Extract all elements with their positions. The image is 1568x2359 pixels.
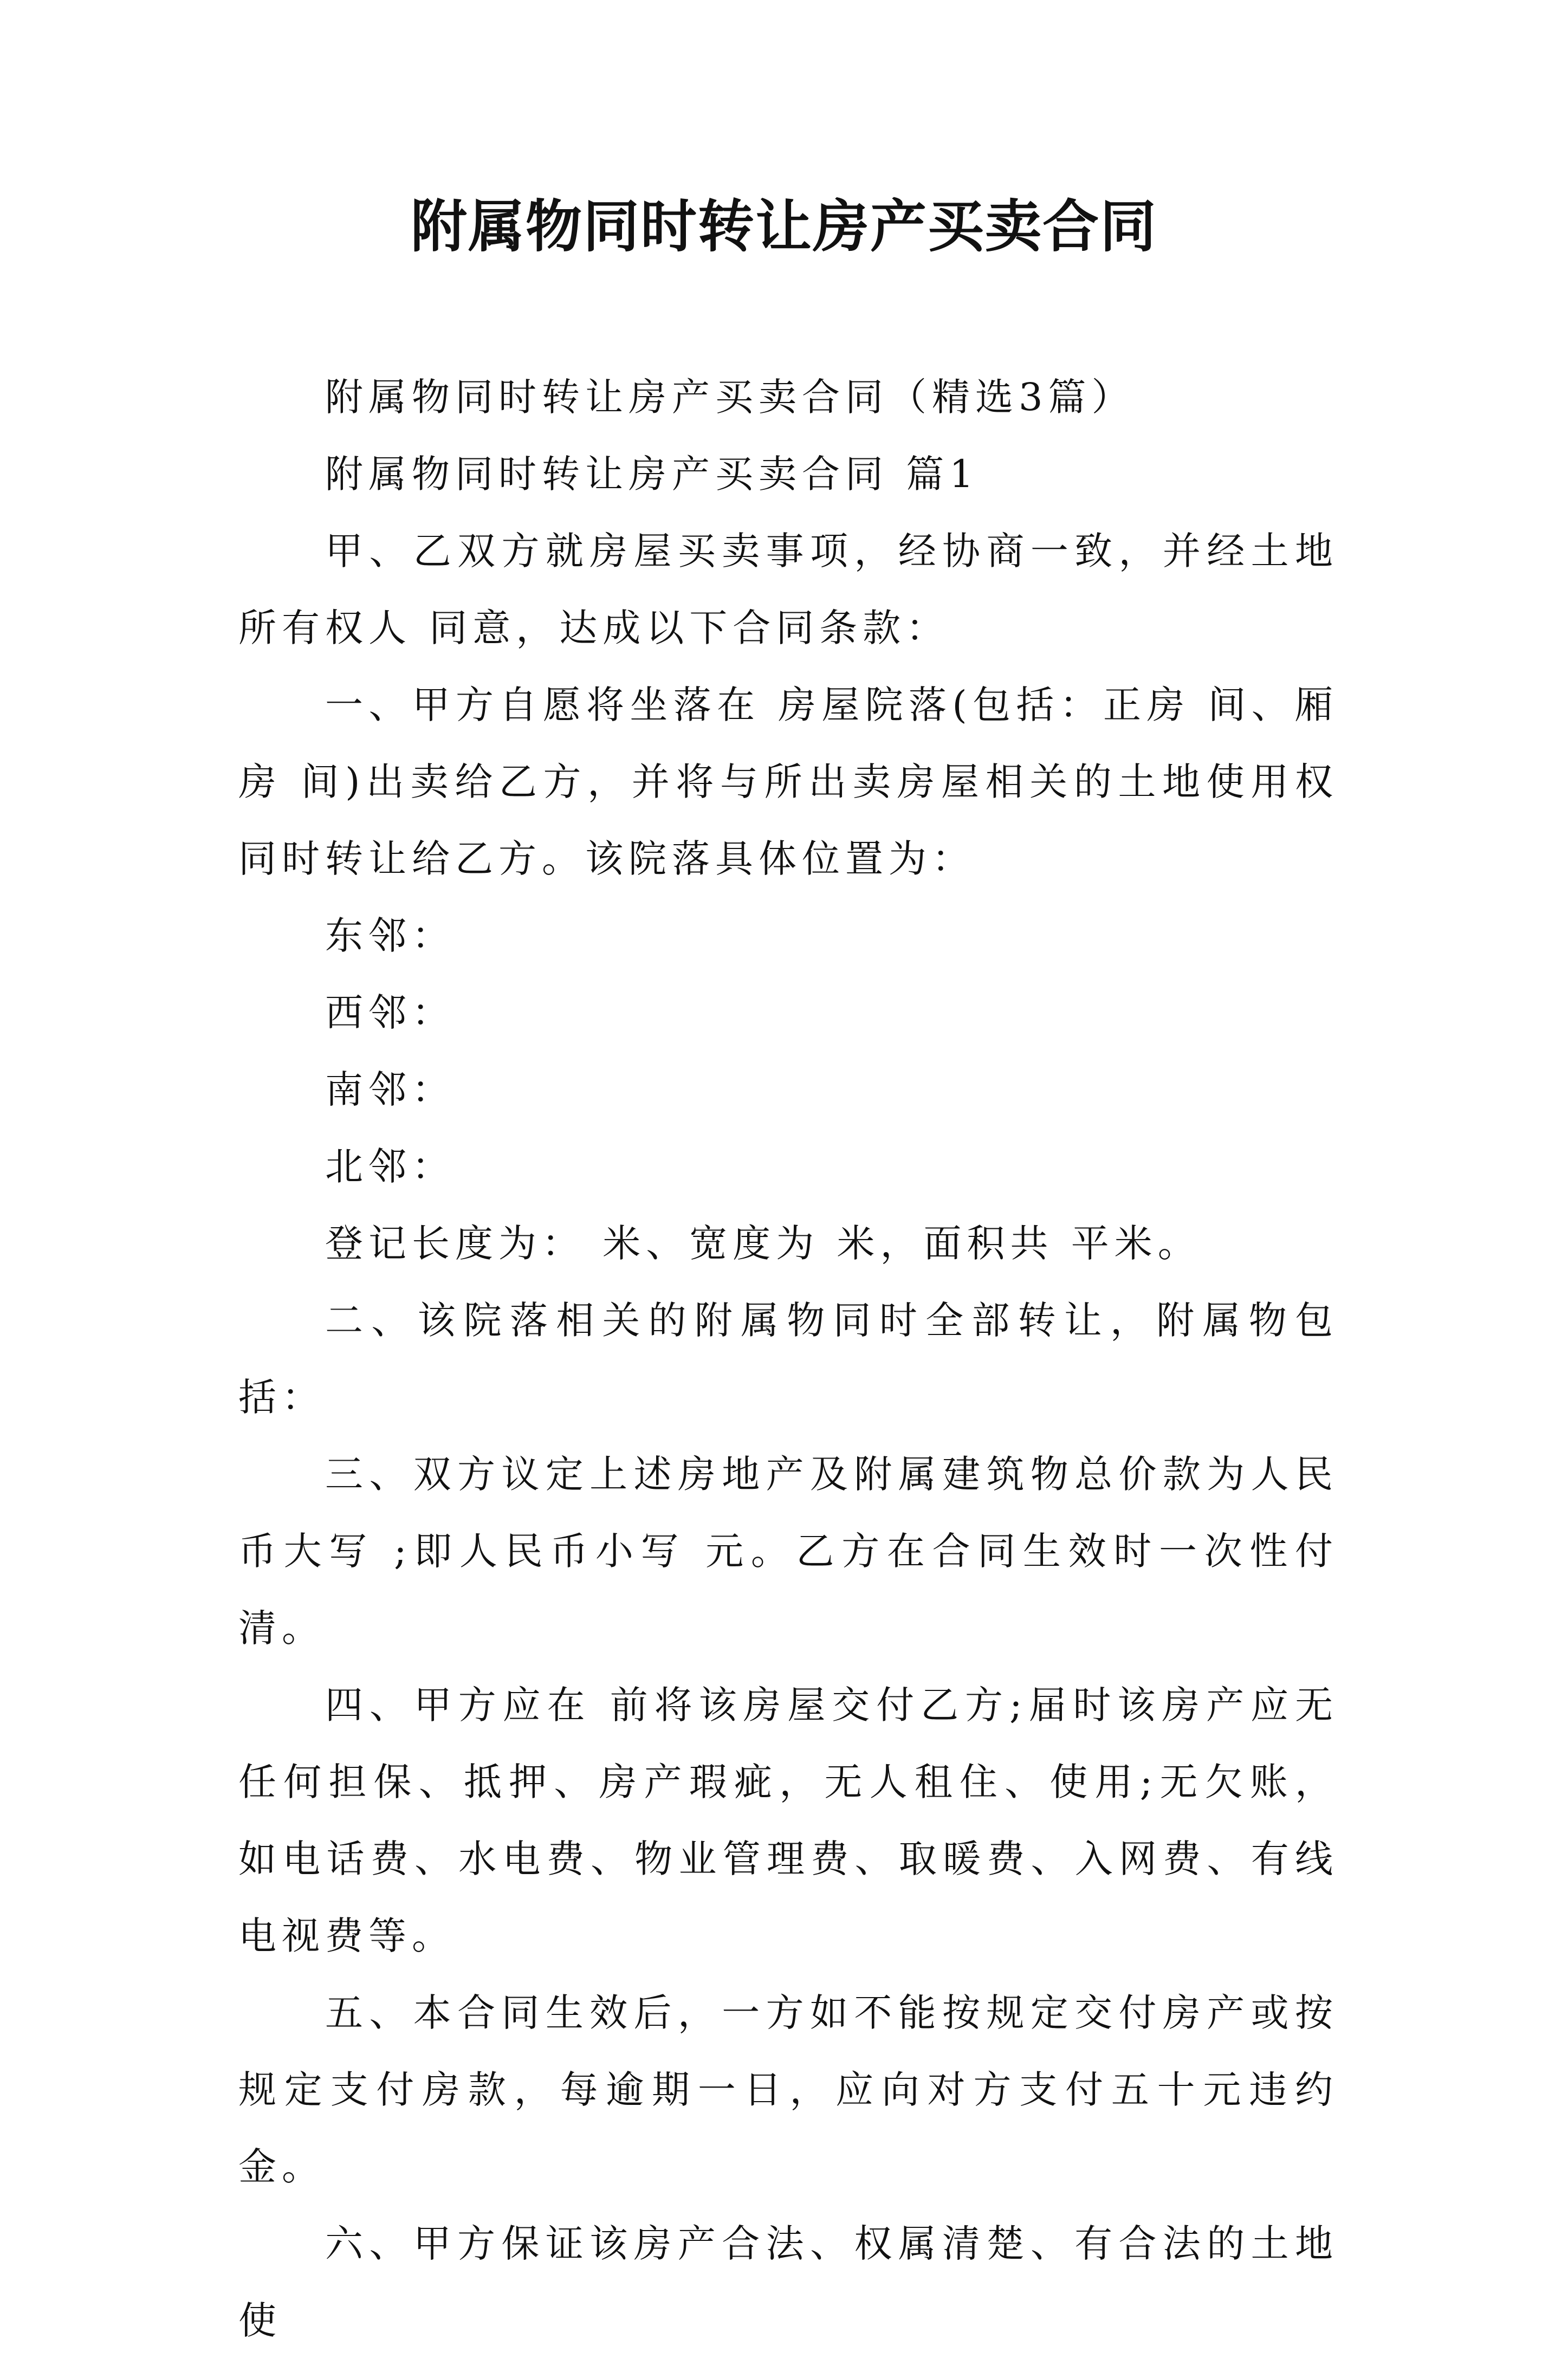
document-body [238,359,1338,2359]
paragraph-clause-1: 一、甲方自愿将坐落在 房屋院落(包括：正房 间、厢房 间)出卖给乙方，并将与所出卖房屋相关的土地使用权同时转让给乙方。该院落具体位置为： [238,683,1338,881]
paragraph-clause-3: 三、双方议定上述房地产及附属建筑物总价款为人民币大写 ;即人民币小写 元。乙方在合同生效时一次性付清。 [238,1452,1338,1650]
paragraph-clause-4: 四、甲方应在 前将该房屋交付乙方;届时该房产应无任何担保、抵押、房产瑕疵，无人租住、使用;无欠账，如电话费、水电费、物业管理费、取暖费、入网费、有线电视费等。 [238,1683,1338,1958]
neighbor-west: 西邻： [325,990,455,1035]
subtitle-line: 附属物同时转让房产买卖合同（精选3篇） [325,375,1135,419]
paragraph-dimensions: 登记长度为： 米、宽度为 米，面积共 平米。 [325,1221,1201,1266]
neighbor-south: 南邻： [325,1067,455,1112]
paragraph-intro: 甲、乙双方就房屋买卖事项，经协商一致，并经土地所有权人 同意，达成以下合同条款： [238,529,1338,650]
neighbor-north: 北邻： [325,1144,455,1189]
paragraph-clause-2: 二、该院落相关的附属物同时全部转让，附属物包括： [238,1298,1338,1420]
paragraph-clause-6: 六、甲方保证该房产合法、权属清楚、有合法的土地使 [238,2221,1338,2343]
section-heading: 附属物同时转让房产买卖合同 篇1 [325,452,979,496]
paragraph-clause-5: 五、本合同生效后，一方如不能按规定交付房产或按规定支付房款，每逾期一日，应向对方支付五十元违约金。 [238,1991,1338,2189]
document-title: 附属物同时转让房产买卖合同 [410,193,1157,260]
neighbor-east: 东邻： [325,913,455,958]
